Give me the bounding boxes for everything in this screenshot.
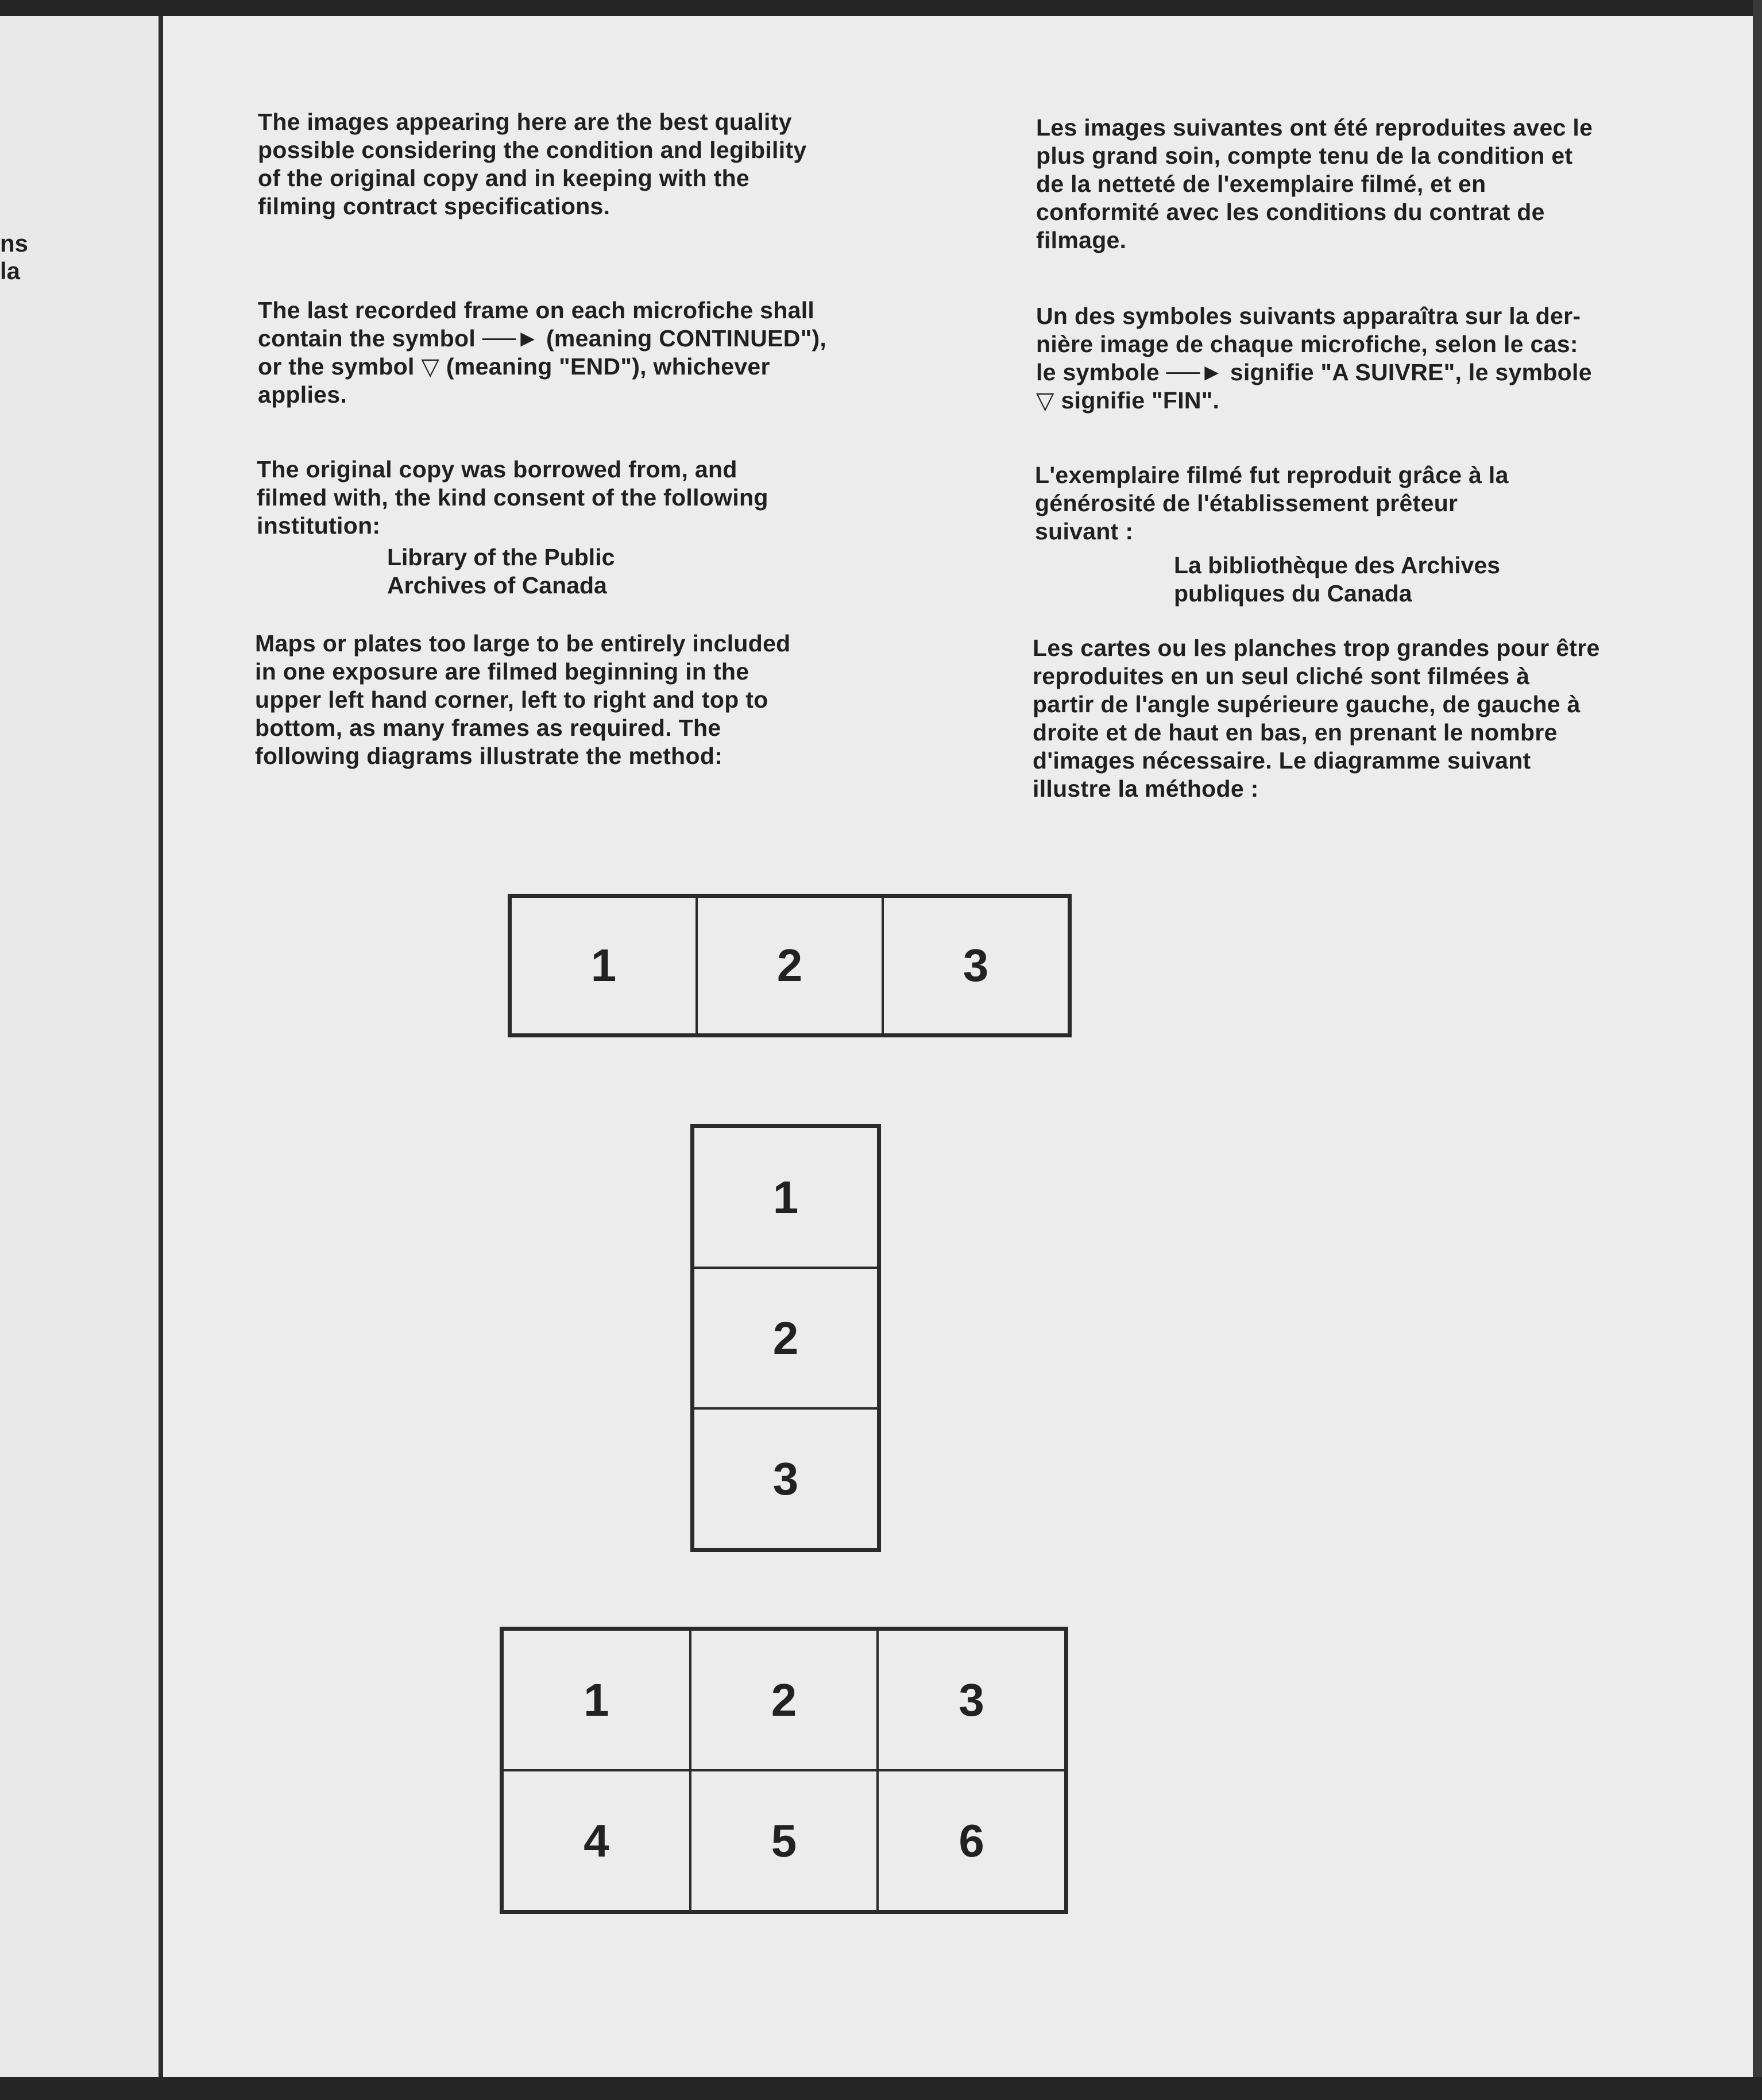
frame-cell: 2 <box>697 897 883 1034</box>
frame-cell: 3 <box>878 1630 1065 1770</box>
frame-cell: 1 <box>503 1630 690 1770</box>
diagram-grid-frames <box>500 1627 1068 1914</box>
frame-cell: 2 <box>690 1630 878 1770</box>
frame-cell: 6 <box>878 1770 1065 1911</box>
french-institution-name: La bibliothèque des Archives publiques du Canada <box>1174 552 1501 607</box>
frame-cell: 3 <box>883 897 1069 1034</box>
diagram-horizontal-frames <box>508 894 1072 1037</box>
previous-page-edge <box>0 16 159 2077</box>
english-consent-paragraph: The original copy was borrowed from, and filmed with, the kind consent of the following institution: <box>257 456 768 539</box>
previous-page-fragment: la <box>0 257 21 284</box>
french-quality-paragraph: Les images suivantes ont été reproduites avec le plus grand soin, compte tenu de la condition et de la netteté de l'exemplaire filmé, et en conformité avec les conditions du contrat de filmage. <box>1036 114 1593 253</box>
frame-cell: 2 <box>693 1268 878 1408</box>
english-symbols-paragraph: The last recorded frame on each microfiche shall contain the symbol ──► (meaning CONTINUED"), or the symbol ▽ (meaning "END"), whichever applies. <box>258 297 827 408</box>
page-divider <box>159 16 163 2077</box>
diagram-vertical-frames <box>690 1124 881 1552</box>
frame-cell: 3 <box>693 1408 878 1549</box>
scan-border-top <box>0 0 1762 16</box>
frame-cell: 4 <box>503 1770 690 1911</box>
frame-cell: 5 <box>690 1770 878 1911</box>
english-maps-paragraph: Maps or plates too large to be entirely included in one exposure are filmed beginning in the upper left hand corner, left to right and top to bottom, as many frames as required. The following diagrams illustrate the method: <box>255 630 791 769</box>
scan-border-bottom <box>0 2077 1762 2100</box>
previous-page-fragment: ns <box>0 230 29 257</box>
scan-border-right <box>1753 0 1762 2100</box>
frame-cell: 1 <box>511 897 697 1034</box>
english-quality-paragraph: The images appearing here are the best quality possible considering the condition and legibility of the original copy and in keeping with the filming contract specifications. <box>258 109 807 219</box>
french-maps-paragraph: Les cartes ou les planches trop grandes pour être reproduites en un seul cliché sont filmées à partir de l'angle supérieure gauche, de gauche à droite et de haut en bas, en prenant le nombre d'images nécessaire. Le diagramme suivant illustre la méthode : <box>1033 635 1600 802</box>
frame-cell: 1 <box>693 1127 878 1268</box>
french-consent-paragraph: L'exemplaire filmé fut reproduit grâce à la générosité de l'établissement prêteur suivant : <box>1035 462 1509 545</box>
english-institution-name: Library of the Public Archives of Canada <box>387 544 615 599</box>
french-symbols-paragraph: Un des symboles suivants apparaîtra sur la der- nière image de chaque microfiche, selon le cas: le symbole ──► signifie "A SUIVRE", le symbole ▽ signifie "FIN". <box>1036 303 1592 414</box>
